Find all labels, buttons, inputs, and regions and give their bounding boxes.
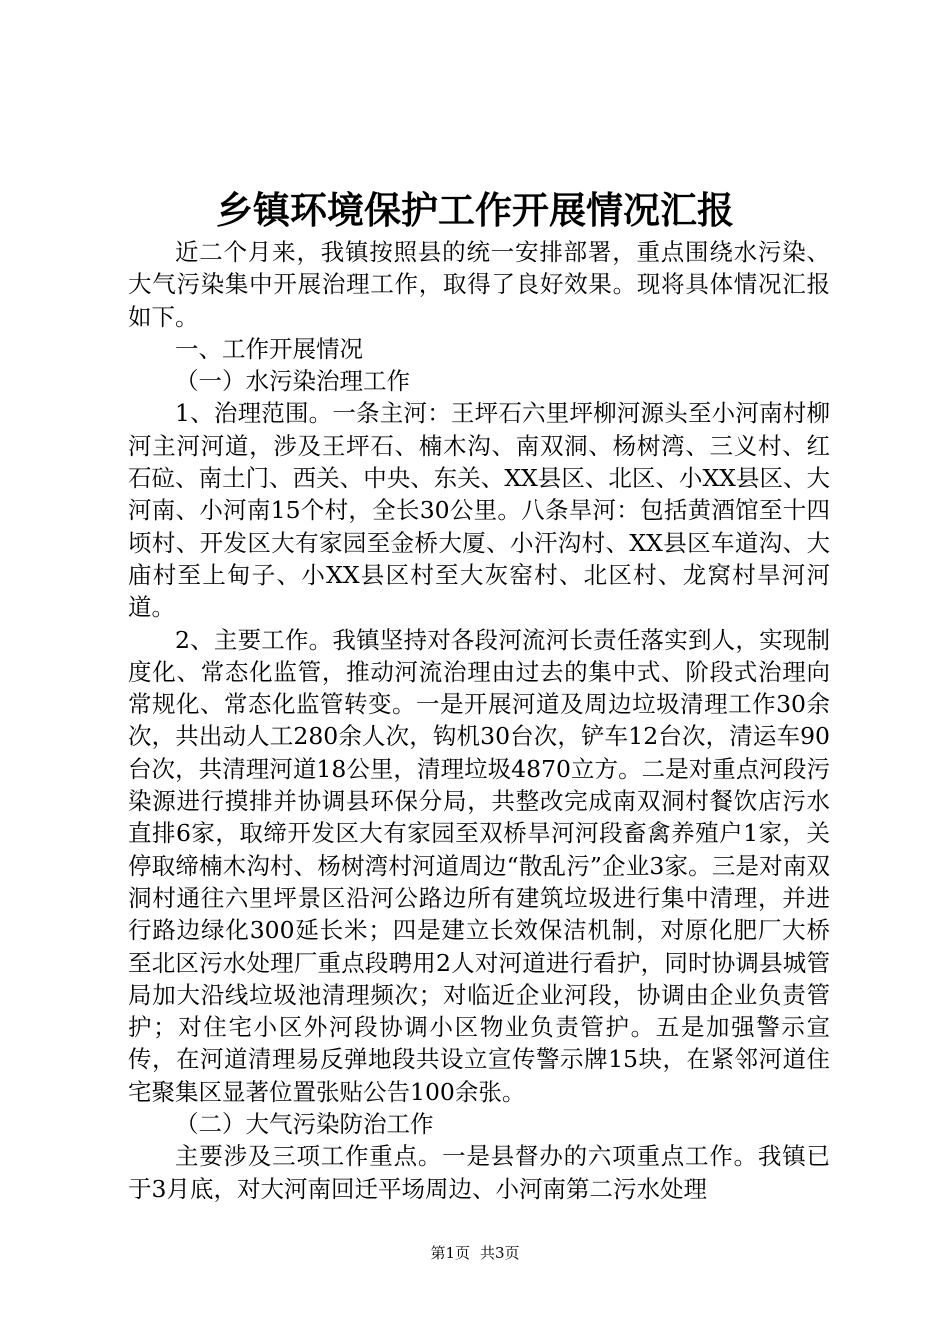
heading-section-1: 一、工作开展情况: [175, 334, 363, 363]
paragraph-air-focus: 主要涉及三项工作重点。一是县督办的六项重点工作。我镇已于3月底，对大河南回迁平场周边、小河南第二污水处理: [128, 1142, 830, 1203]
paragraph-main-work: 2、主要工作。我镇坚持对各段河流河长责任落实到人，实现制度化、常态化监管，推动河流治理由过去的集中式、阶段式治理向常规化、常态化监管转变。一是开展河道及周边垃圾清理工作30余次，共出动人工280余人次，钩机30台次，铲车12台次，清运车90台次，共清理河道18公里，清理垃圾4870立方。二是对重点河段污染源进行摸排并协调县环保分局，共整改完成南双洞村餐饮店污水直排6家，取缔开发区大有家园至双桥旱河河段畜禽养殖户1家，关停取缔楠木沟村、杨树湾村河道周边“散乱污”企业3家。三是对南双洞村通往六里坪景区沿河公路边所有建筑垃圾进行集中清理，并进行路边绿化300延长米；四是建立长效保洁机制，对原化肥厂大桥至北区污水处理厂重点段聘用2人对河道进行看护，同时协调县城管局加大沿线垃圾池清理频次；对临近企业河段，协调由企业负责管护；对住宅小区外河段协调小区物业负责管护。五是加强警示宣传，在河道清理易反弹地段共设立宣传警示牌15块，在紧邻河道住宅聚集区显著位置张贴公告100余张。: [128, 625, 830, 1106]
document-title: 乡镇环境保护工作开展情况汇报: [216, 188, 734, 232]
page-total: 共3页: [480, 1244, 520, 1262]
heading-subsection-water: （一）水污染治理工作: [175, 367, 410, 396]
paragraph-scope: 1、治理范围。一条主河：王坪石六里坪柳河源头至小河南村柳河主河河道，涉及王坪石、楠木沟、南双洞、杨树湾、三义村、红石砬、南土门、西关、中央、东关、XX县区、北区、小XX县区、大河南、小河南15个村，全长30公里。八条旱河：包括黄酒馆至十四顷村、开发区大有家园至金桥大厦、小汗沟村、XX县区车道沟、大庙村至上甸子、小XX县区村至大灰窑村、北区村、龙窝村旱河河道。: [128, 399, 830, 622]
paragraph-intro: 近二个月来，我镇按照县的统一安排部署，重点围绕水污染、大气污染集中开展治理工作，取得了良好效果。现将具体情况汇报如下。: [128, 238, 830, 331]
heading-subsection-air: （二）大气污染防治工作: [175, 1110, 434, 1139]
document-body: [128, 236, 830, 1205]
page-footer: [0, 1243, 950, 1263]
page-number: 第1页: [430, 1244, 470, 1262]
